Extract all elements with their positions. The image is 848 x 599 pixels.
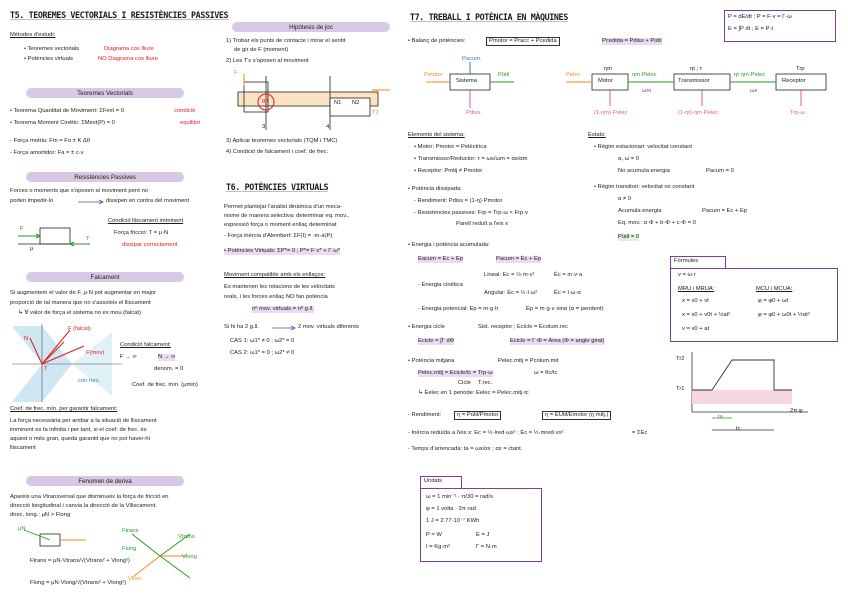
f-label: F bbox=[20, 226, 24, 232]
coef-title: Coef. de frec. mín. per garantir falcament: bbox=[10, 406, 118, 412]
mcu-2: φ = φ0 + ω0t + ½αt² bbox=[758, 312, 810, 318]
pd-title: • Potència dissipada: bbox=[408, 186, 462, 192]
pm-2b: ω = θc/tc bbox=[534, 370, 558, 376]
eta-m-label: ηm bbox=[604, 66, 613, 72]
unit-5b: Γ = N·m bbox=[476, 544, 497, 550]
fal-cond-title: Condició falcament: bbox=[120, 342, 171, 348]
forca-amortidor: - Força amortidor: Fa = ± c·v bbox=[10, 150, 84, 156]
unit-5: I = Kg·m² bbox=[426, 544, 450, 550]
pm-3: Cicle bbox=[458, 380, 471, 386]
putil-label: Pútil bbox=[498, 72, 510, 78]
elem-title: Elements del sistema: bbox=[408, 132, 465, 138]
coef-line-3: aquest o més gran, queda garantit que no pot haver-hi bbox=[10, 436, 150, 442]
der-ftrans-formula: Ftrans = μN·Vtrans/√(Vtrans² + Vlong²) bbox=[30, 558, 130, 564]
tmc-text: • Teorema Moment Cinètic: ΣMext(P) = 0 bbox=[10, 120, 115, 126]
joc-t1-label: T1 bbox=[372, 90, 379, 96]
mcu-heading: MCU i MCUA: bbox=[756, 286, 793, 292]
column-t5 bbox=[8, 6, 229, 595]
mru-1: x = x0 + vt bbox=[682, 298, 709, 304]
pm-2: Pelec.mitj = Ecicle/tc = Trp·ω bbox=[418, 370, 493, 376]
arrow-icon bbox=[78, 201, 104, 205]
mcu-1: φ = φ0 + ωt bbox=[758, 298, 789, 304]
ea-1: Eacum = Ec + Ep bbox=[418, 256, 464, 262]
fal-f-label: F (falcat) bbox=[68, 326, 91, 332]
t6-p1: Permet plantejar l'anàlisi dinàmica d'un meca- bbox=[224, 204, 342, 210]
balanc-eq2: Pcedida = Pdiss + Pútil bbox=[602, 38, 662, 44]
t6-p3: expressió força o moment enllaç determinat bbox=[224, 222, 337, 228]
pm-4: ↳ Eelec en 1 periode: Eelec = Pelec.mitj·tc bbox=[418, 390, 529, 396]
pd-2: - Resistències passives: Frp = Trp·ω × Frp·v bbox=[414, 210, 529, 216]
cond-title: Condició lliscament imminent bbox=[108, 218, 184, 224]
cicle-1: Sist. receptor ; Ecicle = Ecolum.rec bbox=[478, 324, 569, 330]
fal-c4: Coef. de frec. mín. (μmin) bbox=[132, 382, 198, 388]
coef-line-4: lliscament bbox=[10, 445, 36, 451]
joc-gir-label: gir bbox=[262, 98, 269, 104]
rp-line-1: Forces o moments que s'oposen al moviment però no bbox=[10, 188, 149, 194]
pd-1: - Rendiment: Pdiss = (1-η)·Pmotor bbox=[414, 198, 503, 204]
tmc-note: equilibri bbox=[180, 120, 200, 126]
estat-2: • Règim transitori: velocitat no constant bbox=[594, 184, 695, 190]
tqm-note: condició bbox=[174, 108, 196, 114]
trp-label: Trp bbox=[796, 66, 805, 72]
estat-2d: Eq. mov.: α·Φ + b·Φ̇ + c·Φ = 0 bbox=[618, 220, 696, 226]
t6-mc1: Es mantenen les relacions de les velocitats bbox=[224, 284, 335, 290]
pm-title: • Potència mitjana bbox=[408, 358, 455, 364]
t6-cas2: CAS 2: ω1* = 0 ; ω2* ≠ 0 bbox=[230, 350, 295, 356]
ep-2: Ėp = m·g·v·sinα (α = pendent) bbox=[526, 306, 604, 312]
t5-title: T5. TEOREMES VECTORIALS I RESISTÈNCIES PASSIVES bbox=[10, 10, 229, 20]
graph-phi: 2π φ bbox=[790, 408, 803, 414]
rp-line-2: poden impedir-lo bbox=[10, 198, 54, 204]
cond-1: Força fricció: T = μ·N bbox=[114, 230, 169, 236]
balanc-label: • Balanç de potències: bbox=[408, 38, 466, 44]
estat-1a: α, ω̇ = 0 bbox=[618, 156, 639, 162]
tqm-line bbox=[10, 108, 124, 115]
deriva-block-diagram bbox=[14, 526, 94, 552]
joc-1: 1) Trobar els punts de contacte i mirar el sentit bbox=[226, 38, 346, 44]
transmissor-label: Transmissor bbox=[678, 78, 710, 84]
tqm-text: • Teorema Quantitat de Moviment: ΣFext = 0 bbox=[10, 108, 124, 114]
elem-2: • Transmissor/Reductor: τ = ωs/ωm = αs/αm bbox=[414, 156, 528, 162]
pd-3: Parell reduït a l'eix x bbox=[456, 221, 509, 227]
mru-3: v = v0 + at bbox=[682, 326, 710, 332]
joc-n1-label: N1 bbox=[334, 100, 342, 106]
estat-2c: Pacum = Ec + Ep bbox=[702, 208, 748, 214]
der-mu-label: μN bbox=[18, 526, 26, 532]
der-line-2: direcció longitudinal i canvia la direcció de la Vlliscament. bbox=[10, 503, 157, 509]
receptor-label: Receptor bbox=[782, 78, 806, 84]
motor-label: Motor bbox=[598, 78, 613, 84]
t-label: T bbox=[86, 236, 90, 242]
der-vtrans-label: Vtrans bbox=[178, 534, 195, 540]
mu-label: μ bbox=[30, 246, 34, 252]
joc-2: 2) Les T's s'oposen al moviment bbox=[226, 58, 309, 64]
eta-pelec-label: ηm·Pelec bbox=[632, 72, 657, 78]
form-energy: E = ∫P dt ; E = P·t bbox=[728, 26, 773, 32]
elem-3: • Receptor: Pmitj ≠ Pmotor bbox=[414, 168, 483, 174]
fal-line-1: Si augmentem el valor de F, μ·N pot augmentar en major bbox=[10, 290, 157, 296]
unitats-title: Unitats bbox=[424, 478, 443, 484]
der-flong-formula: Flong = μN·Vlong/√(Vtrans² + Vlong²) bbox=[30, 580, 127, 586]
cicle-3: Ecicle = Γ·Φ = Àrea (Φ = angle girat) bbox=[510, 338, 605, 344]
fal-cone-label: con frec. bbox=[78, 378, 101, 384]
joc-diagram bbox=[232, 70, 402, 134]
joc-n2-label: N2 bbox=[352, 100, 360, 106]
fal-line-3: ↳ ∀ valor de força el sistema no es mou (falcat) bbox=[18, 310, 141, 316]
cicle-title: • Energia cicle bbox=[408, 324, 445, 330]
ep-label: - Energia potencial: Ep = m·g·h bbox=[418, 306, 499, 312]
t6-cas1: CAS 1: ω1* ≠ 0 ; ω2* = 0 bbox=[230, 338, 295, 344]
fal-n-label: N bbox=[24, 336, 29, 342]
der-line-3: direc. long.: μN > Flong bbox=[10, 512, 71, 518]
ec-lineal-2: Ėc = m·v·a bbox=[554, 272, 583, 278]
ea-1b: Pacum = Ėc + Ėp bbox=[496, 256, 542, 262]
joc-p4-label: 4 bbox=[326, 124, 330, 130]
pelec-label: Pelec bbox=[566, 72, 581, 78]
t6-dalembert: - Força inèrcia d'Alembert: ΣF(I) = -m·a(P) bbox=[224, 233, 333, 239]
estats-title: Estats: bbox=[588, 132, 606, 138]
pill-teoremes-vectorials: Teoremes Vectorials bbox=[26, 88, 184, 98]
rend-2: η = EÚtil/Emotor (η mitj.) bbox=[542, 411, 611, 420]
metode-2-note: NO Diagrama cos lliure bbox=[98, 56, 158, 62]
unit-2: φ = 1 volta · 2π rad bbox=[426, 506, 476, 512]
diss2-label: (1-ηt)·ηm·Pelec bbox=[678, 110, 719, 116]
t6-sih: Si hi ha 2 g.ll. bbox=[224, 324, 259, 330]
estat-2e: Pútil = 0 bbox=[618, 234, 640, 240]
fal-c2: N → ∞ bbox=[158, 354, 176, 360]
pm-3b: T.rec. bbox=[478, 380, 493, 386]
friction-cone-diagram bbox=[12, 324, 122, 402]
graph-tr2: Tr2 bbox=[676, 356, 685, 362]
estat-1c: Pacum = 0 bbox=[706, 168, 734, 174]
ec-label: - Energia cinètica bbox=[418, 282, 463, 288]
omega-s-label: ωs bbox=[750, 88, 758, 94]
joc-4: 4) Condició de falcament i coef. de frec. bbox=[226, 149, 329, 155]
mru-heading: MRU i MRUA: bbox=[678, 286, 715, 292]
cond-2: dissipar correctament bbox=[122, 242, 178, 248]
der-ftr-label: Ftrans bbox=[122, 528, 139, 534]
omega-m-label: ωm bbox=[642, 88, 652, 94]
der-line-1: Aparèix una Vtransversal que disminueix la força de fricció en bbox=[10, 494, 169, 500]
metode-1-note: Diagrama cos lliure bbox=[104, 46, 154, 52]
der-vll-label: Vllisc. bbox=[128, 576, 144, 582]
estat-1b: No acumula energia bbox=[618, 168, 670, 174]
rp-line-2b: dissipen en contra del moviment bbox=[106, 198, 190, 204]
ec-lineal: Lineal: Ec = ½·m·v² bbox=[484, 272, 535, 278]
fal-t-label: T bbox=[44, 366, 48, 372]
sistema-label: Sistema bbox=[456, 78, 477, 84]
eta-t-label: ηt ; τ bbox=[690, 66, 702, 72]
t6-p2: nisme de manera selectiva: determinar eq. mov., bbox=[224, 213, 349, 219]
inercia-2: = ΣEc bbox=[632, 430, 648, 436]
joc-3: 3) Aplicar teoremes vectorials (TQM i TMC) bbox=[226, 138, 338, 144]
rend-label: - Rendiment: bbox=[408, 412, 442, 418]
torque-cycle-graph bbox=[682, 352, 812, 436]
ea-title: • Energia i potència acumulada: bbox=[408, 242, 490, 248]
ec-angular: Angular: Ec = ½·I·ω² bbox=[484, 290, 538, 296]
t7-title: T7. TREBALL I POTÈNCIA EN MÀQUINES bbox=[410, 12, 568, 22]
unit-1: ω = 1 min⁻¹ · π/30 = rad/s bbox=[426, 494, 494, 500]
joc-1b: de gir de F (moment) bbox=[234, 47, 289, 53]
metodes-label: Mètodes d'estudi: bbox=[10, 32, 56, 38]
t6-sih2: 2 mov. virtuals diferents bbox=[298, 324, 359, 330]
column-t7 bbox=[406, 6, 842, 595]
t6-pv: • Potències Virtuals: ΣP*= 0 ; P*= F·v* + Γ·ω* bbox=[224, 248, 341, 254]
joc-t2-label: T2 bbox=[372, 110, 379, 116]
pdiss-label: Pdiss. bbox=[466, 110, 482, 116]
estat-1: • Règim estacionari: velocitat constant bbox=[594, 144, 693, 150]
eta-pelec2-label: ηt·ηm·Pelec bbox=[734, 72, 766, 78]
cicle-2: Ecicle = ∫Γ dΦ bbox=[418, 338, 455, 344]
fal-c1: F → ∞ bbox=[120, 354, 137, 360]
formula-v: v = ω·r bbox=[678, 272, 696, 278]
pill-deriva: Fenomen de deriva bbox=[26, 476, 184, 486]
arrow-icon bbox=[272, 327, 296, 331]
inercia: - Inèrcia reduïda a l'eix x: Ec = ½·Ired·ωx² ; Ec = ½·mred·vx² bbox=[408, 430, 564, 436]
der-fl-label: Flong bbox=[122, 546, 137, 552]
diss3-label: Trp·ω bbox=[790, 110, 805, 116]
unit-4b: E = J bbox=[476, 532, 490, 538]
coef-line-2: imminent es fa infinita i per tant, si el coef. de frec. és bbox=[10, 427, 147, 433]
graph-tc: tc bbox=[736, 426, 741, 432]
fal-fmov-label: F(mov) bbox=[86, 350, 105, 356]
forca-motriu: - Força motriu: Fm = Fo ± K Δθ bbox=[10, 138, 91, 144]
graph-ta: ta bbox=[718, 414, 723, 420]
fal-line-2: proporció de tal manera que no s'assoleix el lliscament bbox=[10, 300, 151, 306]
column-t6 bbox=[222, 6, 402, 595]
joc-p3-label: 3 bbox=[262, 124, 266, 130]
der-vlong-label: Vlong bbox=[182, 554, 197, 560]
mru-2: x = x0 + v0t + ½at² bbox=[682, 312, 731, 318]
ec-angular-2: Ėc = I·ω·α bbox=[554, 290, 581, 296]
form-power: P = dE/dt ; P = F·v = Γ·ω bbox=[728, 14, 792, 20]
metode-2: • Potències virtuals bbox=[24, 56, 74, 62]
formules-title: Fórmules bbox=[674, 258, 699, 264]
metode-1: • Teoremes vectorials bbox=[24, 46, 80, 52]
graph-tr1: Tr1 bbox=[676, 386, 685, 392]
pacum-label: Pacum. bbox=[462, 56, 482, 62]
pm-1: Pelec.mitj = Pcolum.mit bbox=[498, 358, 559, 364]
fal-c3: denom. = 0 bbox=[154, 366, 184, 372]
friction-block-diagram bbox=[14, 218, 94, 258]
rend-1: η = Pútil/Pmotor bbox=[454, 411, 501, 420]
t6-title: T6. POTÈNCIES VIRTUALS bbox=[226, 182, 329, 192]
unit-4: P = W bbox=[426, 532, 442, 538]
estat-2b: Acumula energia bbox=[618, 208, 662, 214]
coef-line-1: La força necessària per arribar a la situació de lliscament bbox=[10, 418, 157, 424]
estat-2a: α ≠ 0 bbox=[618, 196, 631, 202]
elem-1: • Motor: Pmotor = Pelèctrica bbox=[414, 144, 487, 150]
arrencada: - Temps d'arrencada: ta = ωx/αx ; αx = ctant. bbox=[408, 446, 523, 452]
joc-f-label: F bbox=[234, 70, 238, 76]
pmotor-label: Pmotor bbox=[424, 72, 443, 78]
diss1-label: (1-ηm)·Pelec bbox=[594, 110, 628, 116]
pill-hipotesis-joc: Hipòtesis de joc bbox=[232, 22, 390, 32]
balanc-eq: Pmotor = Pracc + Pcedida bbox=[486, 37, 560, 46]
unit-3: 1 J = 2.77·10⁻⁷ KWh bbox=[426, 518, 480, 524]
t6-mc-title: Moviment compatible amb els enllaços: bbox=[224, 272, 326, 278]
t6-mc3: nº mov. virtuals = nº g.ll. bbox=[252, 306, 314, 312]
pill-falcament: Falcament bbox=[26, 272, 184, 282]
pill-resistencies-passives: Resistències Passives bbox=[26, 172, 184, 182]
t6-mc2: reals, i les forces enllaç NO fan potència bbox=[224, 294, 328, 300]
